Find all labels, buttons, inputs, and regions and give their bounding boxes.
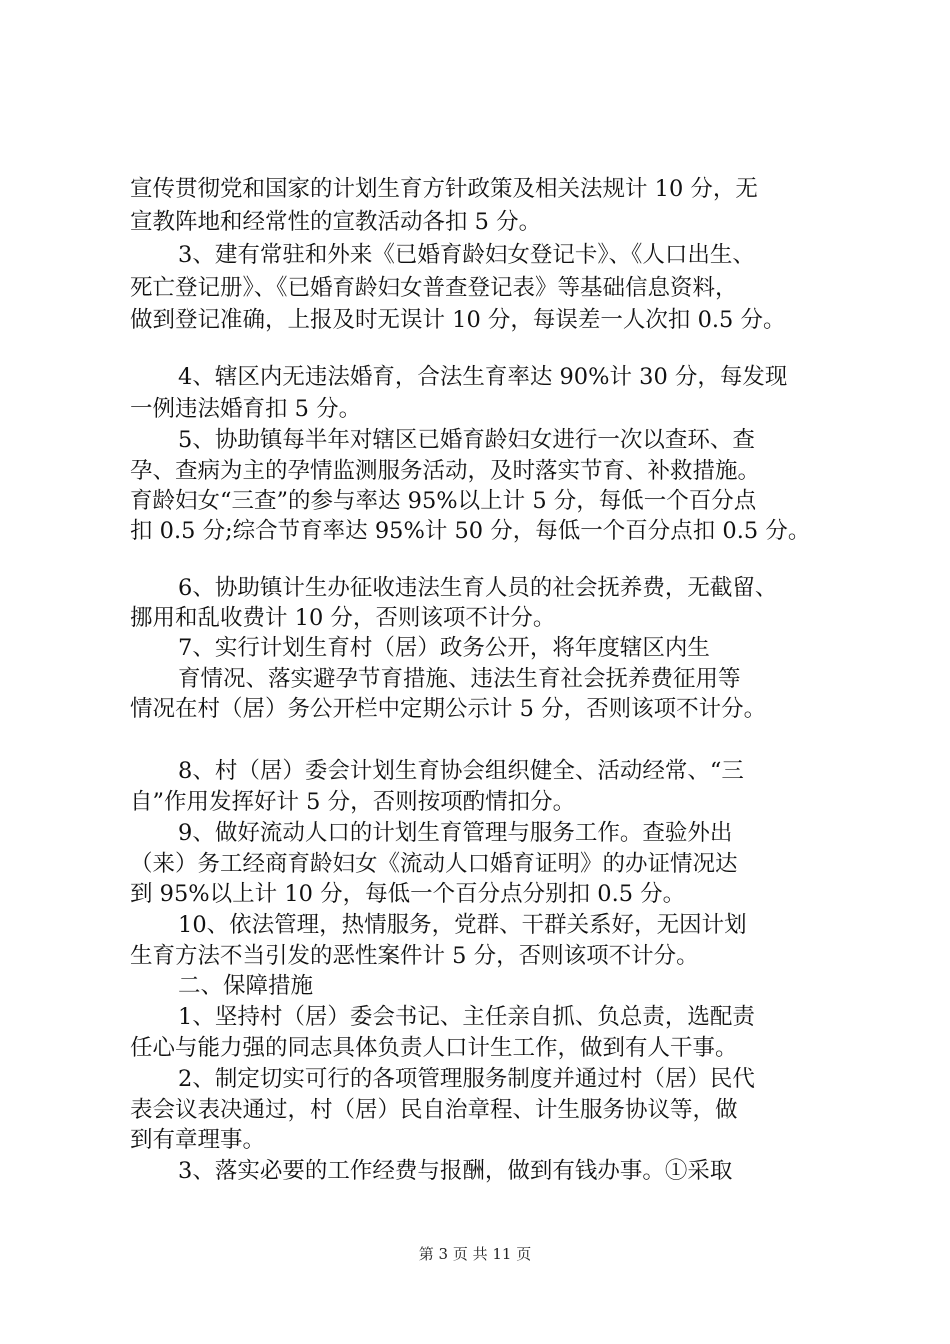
text-line: 4、辖区内无违法婚育，合法生育率达 90%计 30 分，每发现 — [178, 364, 788, 390]
text-line: 情况在村（居）务公开栏中定期公示计 5 分，否则该项不计分。 — [130, 696, 767, 722]
text-line: 宣教阵地和经常性的宣教活动各扣 5 分。 — [130, 209, 542, 235]
text-line: 扣 0.5 分;综合节育率达 95%计 50 分，每低一个百分点扣 0.5 分。 — [130, 518, 811, 544]
text-line: 死亡登记册》、《已婚育龄妇女普查登记表》等基础信息资料， — [130, 275, 738, 301]
text-line: 生育方法不当引发的恶性案件计 5 分，否则该项不计分。 — [130, 943, 699, 969]
text-line: 3、落实必要的工作经费与报酬，做到有钱办事。①采取 — [178, 1158, 733, 1184]
text-line: 挪用和乱收费计 10 分，否则该项不计分。 — [130, 605, 556, 631]
text-line: 做到登记准确，上报及时无误计 10 分，每误差一人次扣 0.5 分。 — [130, 307, 786, 333]
text-line: 育情况、落实避孕节育措施、违法生育社会抚养费征用等 — [178, 666, 741, 692]
text-line: 1、坚持村（居）委会书记、主任亲自抓、负总责，选配责 — [178, 1004, 755, 1030]
text-line: 育龄妇女“三查”的参与率达 95%以上计 5 分，每低一个百分点 — [130, 488, 757, 514]
text-line: 9、做好流动人口的计划生育管理与服务工作。查验外出 — [178, 820, 733, 846]
text-line: 表会议表决通过，村（居）民自治章程、计生服务协议等，做 — [130, 1097, 738, 1123]
text-line: 一例违法婚育扣 5 分。 — [130, 396, 362, 422]
text-line: 到 95%以上计 10 分，每低一个百分点分别扣 0.5 分。 — [130, 881, 686, 907]
text-line: 8、村（居）委会计划生育协会组织健全、活动经常、“三 — [178, 758, 744, 784]
text-line: 7、实行计划生育村（居）政务公开，将年度辖区内生 — [178, 635, 710, 661]
page-number-footer: 第 3 页 共 11 页 — [418, 1245, 532, 1263]
text-line: 2、制定切实可行的各项管理服务制度并通过村（居）民代 — [178, 1066, 755, 1092]
text-line: （来）务工经商育龄妇女《流动人口婚育证明》的办证情况达 — [130, 851, 738, 877]
text-line: 孕、查病为主的孕情监测服务活动，及时落实节育、补救措施。 — [130, 458, 761, 484]
text-line: 10、依法管理，热情服务，党群、干群关系好，无因计划 — [178, 912, 747, 938]
section-heading: 二、保障措施 — [178, 973, 314, 999]
text-line: 3、建有常驻和外来《已婚育龄妇女登记卡》、《人口出生、 — [178, 242, 755, 268]
text-line: 6、协助镇计生办征收违法生育人员的社会抚养费，无截留、 — [178, 575, 778, 601]
text-line: 到有章理事。 — [130, 1127, 266, 1153]
text-line: 宣传贯彻党和国家的计划生育方针政策及相关法规计 10 分，无 — [130, 176, 758, 202]
text-line: 任心与能力强的同志具体负责人口计生工作，做到有人干事。 — [130, 1035, 738, 1061]
text-line: 自”作用发挥好计 5 分，否则按项酌情扣分。 — [130, 789, 576, 815]
text-line: 5、协助镇每半年对辖区已婚育龄妇女进行一次以查环、查 — [178, 427, 755, 453]
